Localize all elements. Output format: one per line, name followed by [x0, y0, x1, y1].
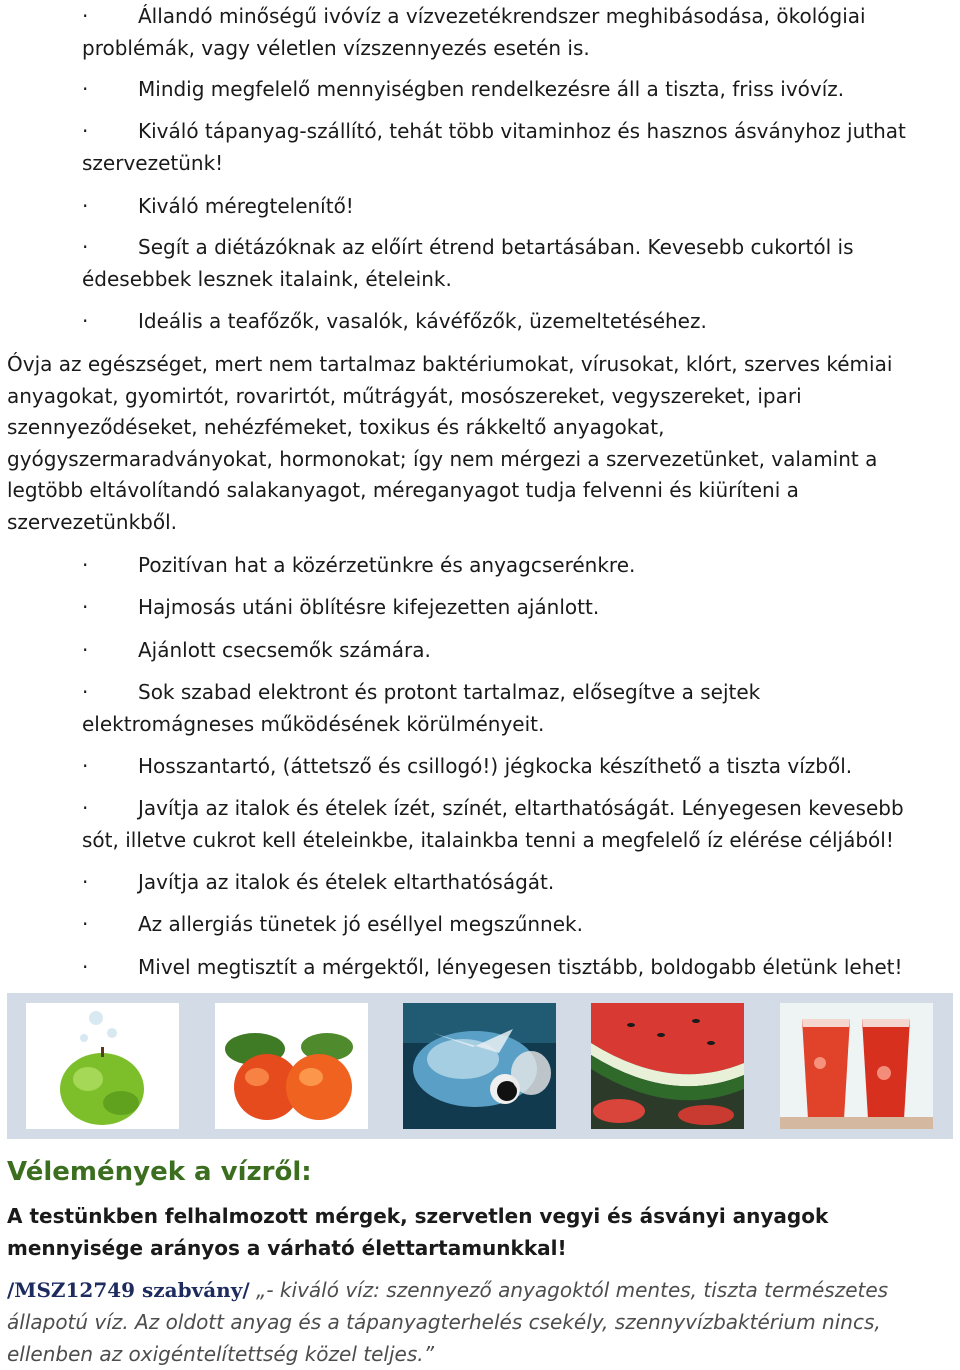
quote-text: állapotú víz. Az oldott anyag és a tápanyagterhelés csekély, szennyvízbaktérium nincs,: [7, 1310, 881, 1334]
bullet-text-cont: szervezetünk!: [82, 151, 224, 175]
list-item: [82, 866, 952, 898]
image-gallery: [7, 993, 953, 1139]
bullet-dot: ·: [82, 638, 89, 662]
bullet-text: Hosszantartó, (áttetsző és csillogó!) jégkocka készíthető a tiszta vízből.: [138, 754, 853, 778]
quote-text: „- kiváló víz: szennyező anyagoktól mentes, tiszta természetes: [249, 1278, 889, 1302]
bullet-text: Hajmosás utáni öblítésre kifejezetten ajánlott.: [138, 595, 600, 619]
list-item: [82, 115, 952, 179]
bold-line: A testünkben felhalmozott mérgek, szervetlen vegyi és ásványi anyagok: [7, 1204, 829, 1228]
bullet-text-cont: elektromágneses működésének körülményeit.: [82, 712, 545, 736]
list-item: [82, 951, 952, 983]
list-item: [82, 0, 952, 64]
bullet-text: Segít a diétázóknak az előírt étrend betartásában. Kevesebb cukortól is: [138, 235, 854, 259]
bullet-dot: ·: [82, 309, 89, 333]
peaches-image: [215, 1003, 368, 1129]
list-item: [82, 231, 952, 295]
red-drinks-image: [780, 1003, 933, 1129]
paragraph-line: szervezetünkből.: [7, 509, 178, 534]
list-item: [82, 792, 952, 856]
bullet-text-cont: sót, illetve cukrot kell ételeinkbe, italainkba tenni a megfelelő íz elérése céljából!: [82, 828, 894, 852]
bullet-text: Kiváló tápanyag-szállító, tehát több vitaminhoz és hasznos ásványhoz juthat: [138, 119, 906, 143]
bullet-text: Javítja az italok és ételek eltarthatóságát.: [138, 870, 555, 894]
bold-statement: [7, 1200, 907, 1264]
bullet-text: Javítja az italok és ételek ízét, színét, eltarthatóságát. Lényegesen kevesebb: [138, 796, 904, 820]
bullet-dot: ·: [82, 754, 89, 778]
paragraph-line: szennyeződéseket, nehézfémeket, toxikus és rákkeltő anyagokat,: [7, 415, 665, 439]
fish-image: [403, 1003, 556, 1129]
bullet-text: Állandó minőségű ivóvíz a vízvezetékrendszer meghibásodása, ökológiai: [138, 4, 866, 28]
paragraph-line: anyagokat, gyomirtót, rovarirtót, műtrágyát, mosószereket, vegyszereket, ipari: [7, 383, 802, 408]
bullet-dot: ·: [82, 77, 89, 101]
paragraph-line: gyógyszermaradványokat, hormonokat; így nem mérgezi a szervezetünket, valamint a: [7, 446, 878, 471]
bullet-text: Az allergiás tünetek jó eséllyel megszűnnek.: [138, 912, 583, 936]
health-paragraph: [7, 349, 955, 538]
bullet-dot: ·: [82, 235, 89, 259]
standard-quote: [7, 1274, 947, 1370]
bullet-dot: ·: [82, 955, 89, 979]
list-item: [82, 73, 952, 105]
paragraph-line: Óvja az egészséget, mert nem tartalmaz baktériumokat, vírusokat, klórt, szerves kémiai: [7, 352, 893, 376]
bullet-text: Ajánlott csecsemők számára.: [138, 638, 431, 662]
watermelon-image: [591, 1003, 744, 1129]
bullet-text: Pozitívan hat a közérzetünkre és anyagcserénkre.: [138, 553, 636, 577]
bullet-dot: ·: [82, 119, 89, 143]
list-item: [82, 549, 952, 581]
list-item: [82, 190, 952, 222]
list-item: [82, 634, 952, 666]
bullet-dot: ·: [82, 912, 89, 936]
bullet-dot: ·: [82, 4, 89, 28]
bullet-text: Mivel megtisztít a mérgektől, lényegesen tisztább, boldogabb életünk lehet!: [138, 955, 903, 979]
green-apple-image: [26, 1003, 179, 1129]
list-item: [82, 750, 952, 782]
bullet-text: Ideális a teafőzők, vasalók, kávéfőzők, üzemeltetéséhez.: [138, 309, 707, 333]
bullet-text: Sok szabad elektront és protont tartalmaz, elősegítve a sejtek: [138, 680, 761, 704]
bullet-dot: ·: [82, 796, 89, 820]
standard-reference: /MSZ12749 szabvány/: [7, 1278, 250, 1302]
bullet-dot: ·: [82, 595, 89, 619]
bullet-text-cont: édesebbek lesznek italaink, ételeink.: [82, 267, 452, 291]
bullet-dot: ·: [82, 553, 89, 577]
bullet-dot: ·: [82, 870, 89, 894]
bold-line: mennyisége arányos a várható élettartamunkkal!: [7, 1236, 567, 1260]
quote-text: ellenben az oxigéntelítettség közel teljes.”: [7, 1342, 434, 1366]
list-item: [82, 305, 952, 337]
list-item: [82, 591, 952, 623]
bullet-text: Mindig megfelelő mennyiségben rendelkezésre áll a tiszta, friss ivóvíz.: [138, 77, 845, 101]
opinions-heading: Vélemények a vízről:: [7, 1157, 312, 1187]
bullet-dot: ·: [82, 680, 89, 704]
list-item: [82, 676, 952, 740]
paragraph-line: legtöbb eltávolítandó salakanyagot, méreganyagot tudja felvenni és kiüríteni a: [7, 478, 799, 502]
bullet-dot: ·: [82, 194, 89, 218]
bullet-text: Kiváló méregtelenítő!: [138, 194, 354, 218]
bullet-text-cont: problémák, vagy véletlen vízszennyezés esetén is.: [82, 36, 590, 60]
list-item: [82, 908, 952, 940]
